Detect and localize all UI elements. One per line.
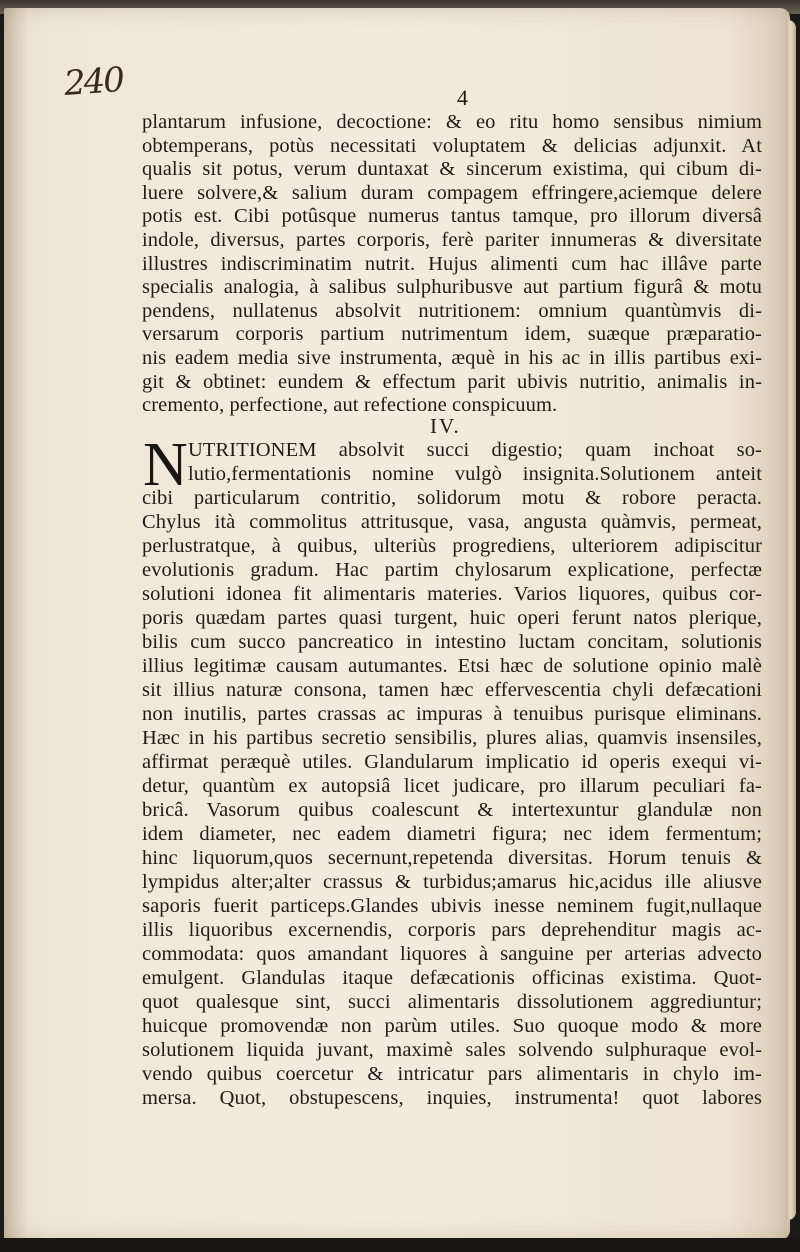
text-line: qualis sit potus, verum duntaxat & sincerum existima, qui cibum di-: [142, 158, 762, 181]
text-line: lympidus alter;alter crassus & turbidus;amarus hic,acidus ille aliusve: [142, 871, 762, 893]
text-line: hinc liquorum,quos secernunt,repetenda diversitas. Horum tenuis &: [142, 847, 762, 869]
book-bottom-edge: [0, 1238, 800, 1252]
text-line: specialis analogia, à salibus sulphuribusve aut partium figurâ & motu: [142, 276, 762, 299]
text-line: plantarum infusione, decoctione: & eo ritu homo sensibus nimium: [142, 111, 762, 133]
text-line: potis est. Cibi potûsque numerus tantus tamque, pro illorum diversâ: [142, 205, 762, 228]
section-heading: IV.: [430, 414, 461, 438]
drop-cap-initial: N: [143, 431, 188, 499]
text-line: pendens, nullatenus absolvit nutritionem: omnium quantùmvis di-: [142, 299, 762, 322]
text-line: evolutionis gradum. Hac partim chylosarum explicatione, perfectæ: [142, 559, 762, 581]
text-line: perlustratque, à quibus, ulteriùs progrediens, ulteriorem adipiscitur: [142, 535, 762, 557]
text-line: bilis cum succo pancreatico in intestino luctam concitam, solutionis: [142, 631, 762, 653]
text-line: illustres indiscriminatim nutrit. Hujus alimenti cum hac illâve parte: [142, 252, 762, 275]
page-fore-edge: [786, 20, 796, 1220]
text-line: illius legitimæ causam autumantes. Etsi hæc de solutione opinio malè: [142, 655, 762, 677]
text-line: versarum corporis partium nutrimentum idem, suæque præparatio-: [142, 323, 762, 346]
text-line: emulgent. Glandulas itaque defæcationis officinas existima. Quot-: [142, 967, 762, 989]
text-line: sit illius naturæ consona, tamen hæc effervescentia chyli defæcationi: [142, 679, 762, 701]
text-line: commodata: quos amandant liquores à sanguine per arterias advecto: [142, 943, 762, 965]
gutter-shadow: [4, 8, 28, 1240]
handwritten-page-number: 240: [62, 59, 125, 105]
text-line: huicque promovendæ non parùm utiles. Suo quoque modo & more: [142, 1015, 762, 1037]
text-line: solutionem liquida juvant, maximè sales solvendo sulphuraque evol-: [142, 1039, 762, 1061]
text-line: Hæc in his partibus secretio sensibilis, plures alias, quamvis insensiles,: [142, 727, 762, 749]
signature-mark: 4: [457, 85, 468, 110]
text-line: UTRITIONEM absolvit succi digestio; quam inchoat so-: [188, 439, 762, 461]
text-line: vendo quibus coercetur & intricatur pars alimentaris in chylo im-: [142, 1063, 762, 1085]
text-line: indole, diversus, partes corporis, ferè pariter innumeras & diversitate: [142, 229, 762, 251]
text-line: cibi particularum contritio, solidorum motu & robore peracta.: [142, 487, 762, 509]
text-line: illis liquoribus excernendis, corporis pars deprehenditur magis ac-: [142, 919, 762, 941]
text-line: saporis fuerit particeps.Glandes ubivis inesse neminem fugit,nullaque: [142, 895, 762, 917]
text-line: non inutilis, partes crassas ac impuras à tenuibus purisque eliminans.: [142, 703, 762, 725]
text-line: quot qualesque sint, succi alimentaris dissolutionem aggrediuntur;: [142, 991, 762, 1013]
text-line: bricâ. Vasorum quibus coalescunt & intertexuntur glandulæ non: [142, 799, 762, 821]
text-line: obtemperans, potùs necessitati voluptatem & delicias adjunxit. At: [142, 134, 762, 157]
text-line: affirmat peræquè utiles. Glandularum implicatio id operis exequi vi-: [142, 751, 762, 773]
text-line: detur, quantùm ex autopsiâ licet judicare, pro illarum peculiari fa-: [142, 775, 762, 797]
text-line: Chylus ità commolitus attritusque, vasa, angusta quàmvis, permeat,: [142, 511, 762, 533]
text-line: nis eadem media sive instrumenta, æquè in his ac in illis partibus exi-: [142, 347, 762, 369]
text-line: idem diameter, nec eadem diametri figura; nec idem fermentum;: [142, 823, 762, 845]
text-line: git & obtinet: eundem & effectum parit ubivis nutritio, animalis in-: [142, 370, 762, 393]
text-line: mersa. Quot, obstupescens, inquies, instrumenta! quot labores: [142, 1087, 762, 1109]
text-line: solutioni idonea fit alimentaris materies. Varios liquores, quibus cor-: [142, 583, 762, 605]
text-line: lutio,fermentationis nomine vulgò insignita.Solutionem anteit: [188, 463, 762, 485]
text-line: luere solvere,& salium duram compagem effringere,aciemque delere: [142, 181, 762, 204]
text-line: cremento, perfectione, aut refectione conspicuum.: [142, 394, 558, 417]
text-line: poris quædam partes quasi turgent, huic operi ferunt natos plerique,: [142, 607, 762, 629]
